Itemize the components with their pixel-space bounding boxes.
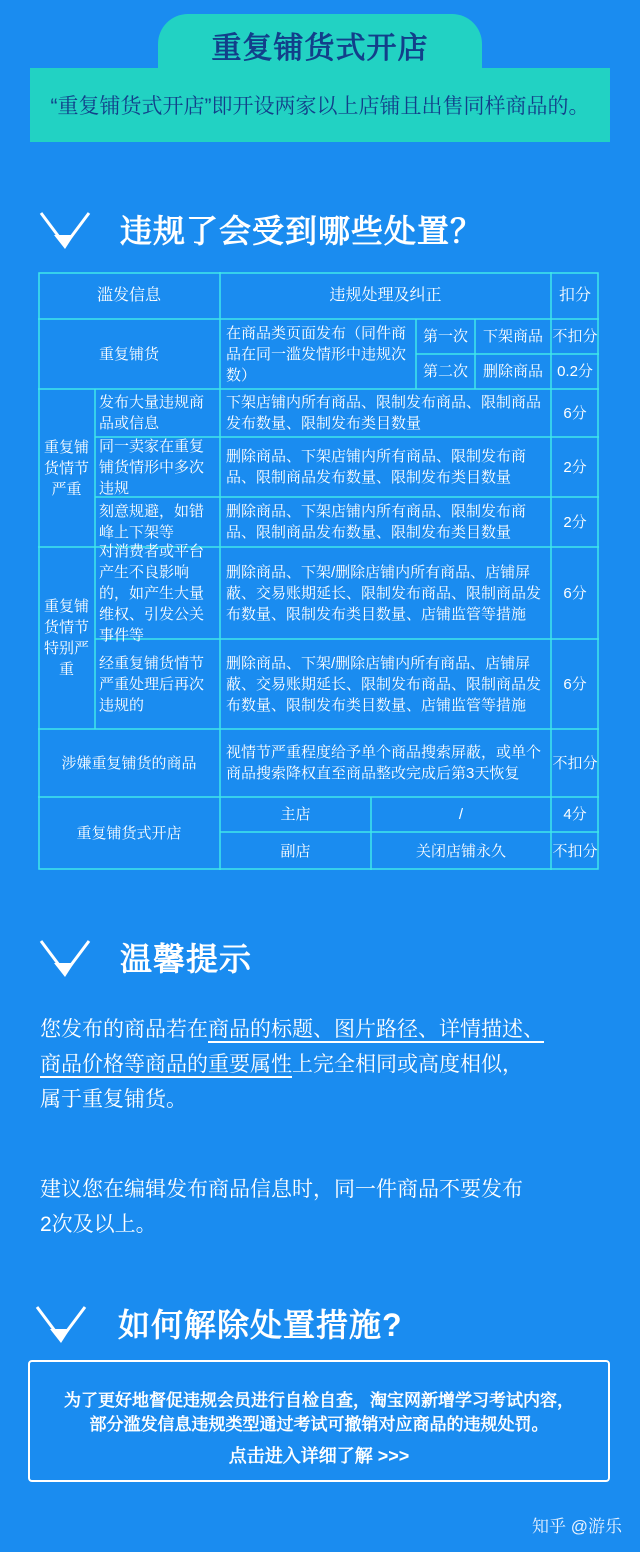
group-action: 下架店铺内所有商品、限制发布商品、限制商品发布数量、限制发布类目数量	[226, 394, 542, 432]
sub-store-points: 不扣分	[552, 842, 598, 860]
header-handling: 违规处理及纠正	[329, 287, 442, 304]
title-tab	[158, 14, 482, 76]
group-sub: 同一卖家在重复铺货情形中多次违规	[99, 437, 205, 497]
tip-paragraph-2	[40, 1172, 610, 1242]
box-line-1: 为了更好地督促违规会员进行自检自查，淘宝网新增学习考试内容，	[64, 1391, 574, 1410]
row-label: 涉嫌重复铺货的商品	[61, 754, 197, 772]
header-info: 滥发信息	[96, 287, 161, 304]
triangle-icon	[34, 1303, 88, 1343]
tip-text: 属于重复铺货。	[40, 1088, 187, 1111]
second-points: 0.2分	[557, 363, 593, 380]
row-label: 重复铺货	[98, 345, 159, 363]
group-sub: 经重复铺货情节严重处理后再次违规的	[99, 654, 205, 714]
tip-underlined: 商品的标题、图片路径、详情描述、	[208, 1018, 544, 1041]
triangle-icon	[38, 937, 92, 977]
first-offense: 第一次	[422, 328, 468, 345]
row-action: 视情节严重程度给予单个商品搜索屏蔽，或单个商品搜索降权直至商品整改完成后第3天恢复	[226, 744, 542, 782]
row-desc: 在商品类页面发布（同件商品在同一滥发情形中违规次数）	[226, 324, 407, 384]
section-heading-penalties	[38, 206, 483, 252]
page-title: 重复铺货式开店	[211, 32, 429, 65]
second-action: 删除商品	[482, 363, 543, 380]
section-title: 如何解除处置措施?	[118, 1307, 403, 1343]
group-points: 2分	[563, 513, 587, 531]
group-points: 6分	[563, 404, 587, 422]
definition-text: “重复铺货式开店”即开设两家以上店铺且出售同样商品的。	[50, 95, 590, 118]
group-sub: 刻意规避，如错峰上下架等	[99, 503, 205, 541]
tip-text: 上完全相同或高度相似，	[292, 1053, 523, 1076]
first-points: 不扣分	[552, 328, 598, 345]
group-points: 6分	[563, 584, 587, 602]
group-action: 删除商品、下架/删除店铺内所有商品、店铺屏蔽、交易账期延长、限制发布商品、限制商品发布数量、限制发布类目数量、店铺监管等措施	[226, 654, 542, 714]
second-offense: 第二次	[422, 363, 468, 380]
section-heading-tips	[38, 934, 252, 980]
main-store-points: 4分	[563, 806, 587, 823]
group-points: 2分	[563, 458, 587, 476]
definition-banner	[30, 68, 610, 142]
watermark: 知乎 @游乐	[532, 1517, 622, 1536]
section-title: 违规了会受到哪些处置？	[120, 213, 484, 249]
row-label: 重复铺货式开店	[76, 825, 182, 842]
tip-text: 建议您在编辑发布商品信息时，同一件商品不要发布	[40, 1178, 523, 1201]
group-points: 6分	[563, 675, 587, 693]
main-store: 主店	[280, 806, 311, 823]
group-action: 删除商品、下架/删除店铺内所有商品、店铺屏蔽、交易账期延长、限制发布商品、限制商品发布数量、限制发布类目数量、店铺监管等措施	[226, 563, 542, 623]
tip-text: 2次及以上。	[40, 1213, 157, 1236]
header-points: 扣分	[558, 287, 591, 304]
group-label: 重复铺货情节特别严重	[44, 598, 90, 678]
tip-underlined: 商品价格等商品的重要属性	[40, 1053, 292, 1076]
penalty-table	[38, 272, 599, 870]
first-action: 下架商品	[482, 328, 543, 345]
tip-paragraph-1	[40, 1012, 610, 1117]
group-sub: 对消费者或平台产生不良影响的，如产生大量维权、引发公关事件等	[99, 542, 205, 644]
details-link[interactable]: 点击进入详细了解 >>>	[228, 1446, 410, 1466]
sub-store-action: 关闭店铺永久	[415, 842, 506, 860]
group-label: 重复铺货情节严重	[44, 438, 90, 498]
main-store-action: /	[458, 806, 464, 823]
group-action: 删除商品、下架店铺内所有商品、限制发布商品、限制商品发布数量、限制发布类目数量	[226, 448, 527, 486]
sub-store: 副店	[280, 842, 311, 860]
triangle-icon	[38, 209, 92, 249]
group-sub: 发布大量违规商品或信息	[99, 394, 205, 432]
row-points: 不扣分	[552, 754, 598, 772]
section-title: 温馨提示	[120, 941, 253, 977]
tip-text: 您发布的商品若在	[40, 1018, 208, 1041]
box-line-2: 部分滥发信息违规类型通过考试可撤销对应商品的违规处罚。	[89, 1415, 549, 1434]
group-action: 删除商品、下架店铺内所有商品、限制发布商品、限制商品发布数量、限制发布类目数量	[226, 503, 527, 541]
exam-info-box	[28, 1360, 610, 1482]
section-heading-removal	[34, 1300, 403, 1346]
